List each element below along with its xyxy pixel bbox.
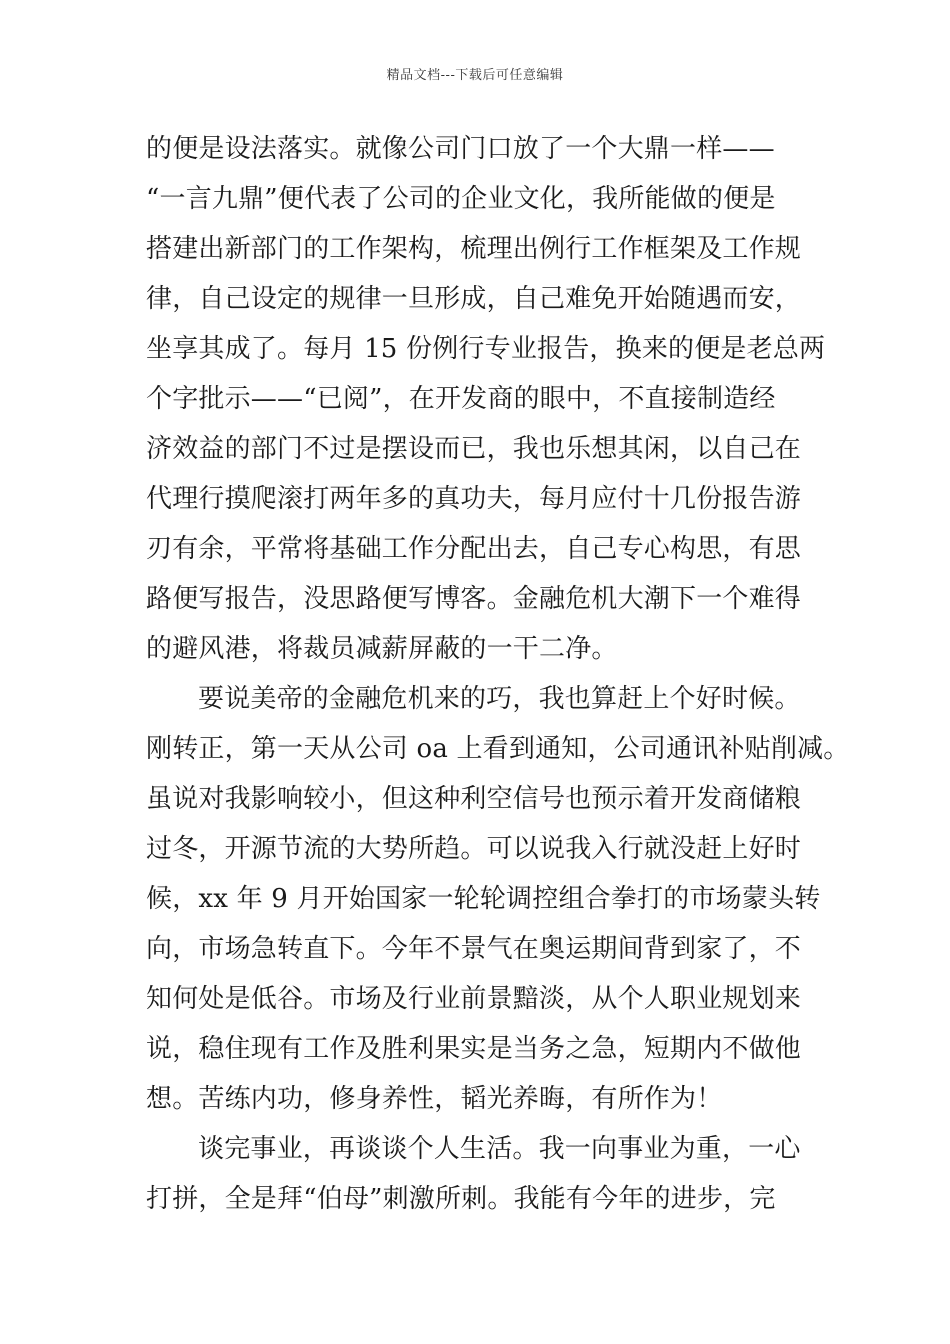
text-line: 代理行摸爬滚打两年多的真功夫，每月应付十几份报告游 — [146, 484, 802, 514]
text-line: 打拼，全是拜“伯母”刺激所刺。我能有今年的进步，完 — [146, 1184, 776, 1214]
text-line: 刃有余，平常将基础工作分配出去，自己专心构思，有思 — [146, 534, 802, 564]
text-line: 个字批示——“已阅”，在开发商的眼中，不直接制造经 — [146, 384, 776, 414]
text-line: 刚转正，第一天从公司 oa 上看到通知，公司通讯补贴削减。 — [146, 734, 850, 764]
text-line: 律，自己设定的规律一旦形成，自己难免开始随遇而安， — [146, 284, 802, 314]
text-line: 路便写报告，没思路便写博客。金融危机大潮下一个难得 — [146, 584, 802, 614]
text-line: 想。苦练内功，修身养性，韬光养晦，有所作为！ — [146, 1084, 723, 1114]
text-line: 过冬，开源节流的大势所趋。可以说我入行就没赶上好时 — [146, 834, 802, 864]
paragraph-first-line: 要说美帝的金融危机来的巧，我也算赶上个好时候。 — [198, 684, 801, 714]
text-line: 向，市场急转直下。今年不景气在奥运期间背到家了，不 — [146, 934, 802, 964]
text-line: 的便是设法落实。就像公司门口放了一个大鼎一样—— — [146, 134, 775, 164]
text-line: 候，xx 年 9 月开始国家一轮轮调控组合拳打的市场蒙头转 — [146, 884, 821, 914]
text-line: 虽说对我影响较小，但这种利空信号也预示着开发商储粮 — [146, 784, 802, 814]
document-body — [146, 124, 850, 1224]
page-header: 精品文档---下载后可任意编辑 — [386, 68, 564, 83]
text-line: 的避风港，将裁员减薪屏蔽的一干二净。 — [146, 634, 618, 664]
text-line: 济效益的部门不过是摆设而已，我也乐想其闲，以自己在 — [146, 434, 802, 464]
paragraph-first-line: 谈完事业，再谈谈个人生活。我一向事业为重，一心 — [198, 1134, 801, 1164]
text-line: “一言九鼎”便代表了公司的企业文化，我所能做的便是 — [146, 184, 776, 214]
text-line: 说，稳住现有工作及胜利果实是当务之急，短期内不做他 — [146, 1034, 802, 1064]
text-line: 坐享其成了。每月 15 份例行专业报告，换来的便是老总两 — [146, 334, 826, 364]
text-line: 知何处是低谷。市场及行业前景黯淡，从个人职业规划来 — [146, 984, 802, 1014]
text-line: 搭建出新部门的工作架构，梳理出例行工作框架及工作规 — [146, 234, 802, 264]
